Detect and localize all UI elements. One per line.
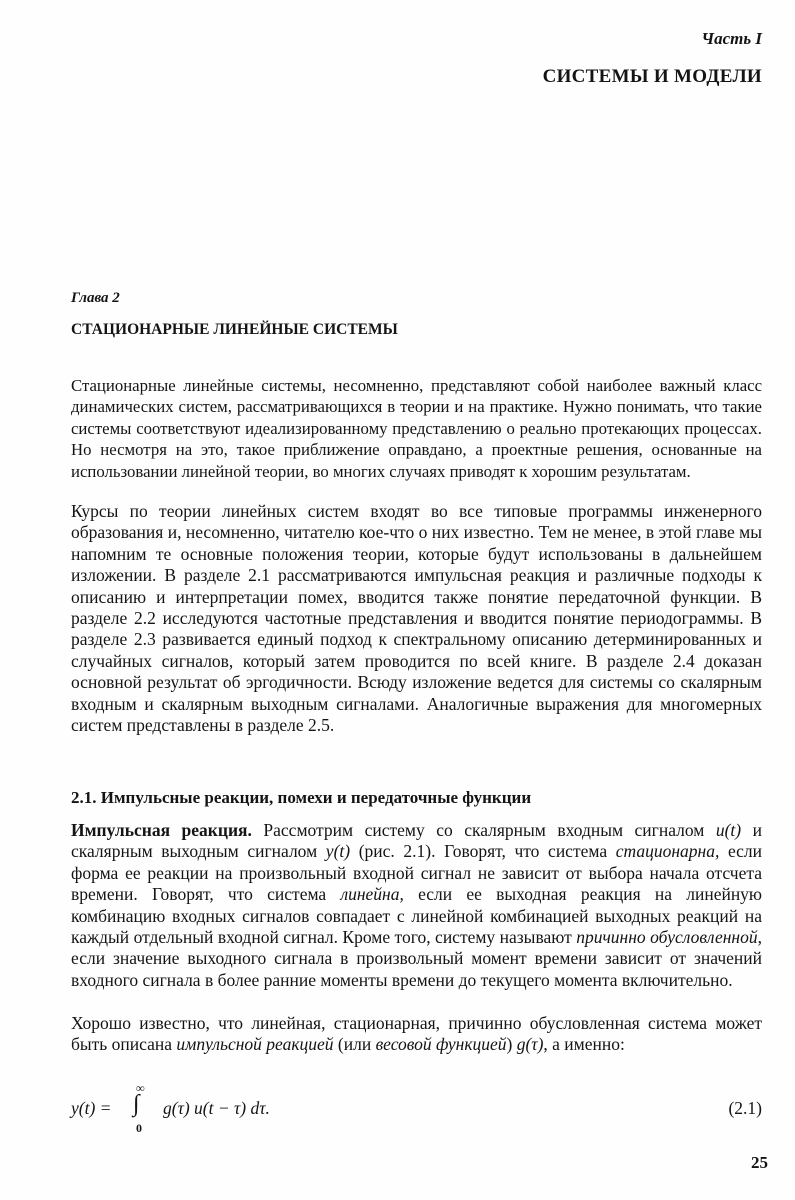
text-run: (рис. 2.1). Говорят, что система bbox=[358, 841, 608, 862]
part-title: СИСТЕМЫ И МОДЕЛИ bbox=[542, 66, 762, 87]
math-u: u(t) bbox=[715, 820, 742, 840]
text-run: (или bbox=[337, 1034, 372, 1055]
chapter-title: СТАЦИОНАРНЫЕ ЛИНЕЙНЫЕ СИСТЕМЫ bbox=[71, 321, 398, 338]
section-paragraph-2 bbox=[71, 1013, 762, 1056]
equation-number: (2.1) bbox=[728, 1098, 762, 1118]
run-in-heading: Импульсная реакция. bbox=[71, 820, 252, 840]
math-g: g(τ) bbox=[516, 1034, 544, 1055]
section-title: 2.1. Импульсные реакции, помехи и передаточные функции bbox=[71, 788, 532, 807]
part-label: Часть I bbox=[701, 29, 762, 48]
text-run: Рассмотрим систему со скалярным входным сигналом bbox=[263, 820, 705, 840]
equation-2-1 bbox=[71, 1081, 762, 1136]
integral-sign: ∫ bbox=[133, 1091, 140, 1117]
intro-paragraph-2 bbox=[71, 501, 762, 736]
term-causal: причинно обусловленной bbox=[576, 927, 758, 948]
section-paragraph-1 bbox=[71, 820, 762, 991]
equation-integrand: g(τ) u(t − τ) dτ. bbox=[163, 1098, 270, 1118]
term-stationary: стационарна, bbox=[615, 841, 720, 862]
text-run: если форма ее реакции на произвольный входной сигнал не зависит от выбора начала отсчета времени. Говорят, что система bbox=[71, 841, 763, 905]
integral-lower-limit: 0 bbox=[136, 1121, 142, 1135]
text-run: Хорошо известно, что линейная, стационарная, причинно обусловленная система может быть описана bbox=[71, 1013, 762, 1055]
term-weight-function: весовой функцией bbox=[375, 1034, 507, 1055]
intro-paragraph-1 bbox=[71, 375, 762, 482]
equation-lhs: y(t) = bbox=[71, 1098, 112, 1118]
intro-paragraph-2-text: Курсы по теории линейных систем входят во все типовые программы инженерного образования и, несомненно, читателю кое-что о них известно. Тем не менее, в этой главе мы напомним те основные положения теории, которые будут использованы в дальнейшем изложении. В разделе 2.1 рассматриваются импульсная реакция и различные подходы к описанию и интерпретации помех, вводится также понятие передаточной функции. В разделе 2.2 исследуются частотные представления и вводится понятие периодограммы. В разделе 2.3 развивается единый подход к спектральному описанию детерминированных и случайных сигналов, который затем проводится по всей книге. В разделе 2.4 доказан основной результат об эргодичности. Всюду изложение ведется для системы со скалярным входным и скалярным выходным сигналами. Аналогичные выражения для многомерных систем представлены в разделе 2.5. bbox=[71, 501, 762, 736]
text-run: , если значение выходного сигнала в произвольный момент времени зависит от значений входного сигнала в более ранние моменты времени до текущего момента включительно. bbox=[71, 927, 762, 990]
math-y: y(t) bbox=[325, 841, 351, 862]
text-run: и скалярным выходным сигналом bbox=[71, 820, 763, 862]
text-run: ) bbox=[506, 1034, 513, 1055]
chapter-label: Глава 2 bbox=[71, 290, 120, 306]
integral-upper-limit: ∞ bbox=[136, 1081, 145, 1095]
intro-paragraph-1-text: Стационарные линейные системы, несомненно, представляют собой наиболее важный класс динамических систем, рассматривающихся в теории и на практике. Нужно понимать, что такие системы соответствуют идеализированному представлению о реально протекающих процессах. Но несмотря на это, такое приближение оправдано, а проектные решения, основанные на использовании линейной теории, во многих случаях приводят к хорошим результатам. bbox=[71, 376, 762, 481]
text-run: , а именно: bbox=[543, 1034, 625, 1055]
text-run: если ее выходная реакция на линейную комбинацию входных сигналов совпадает с линейной комбинацией выходных реакций на каждый отдельный входной сигнал. Кроме того, систему называют bbox=[71, 884, 763, 948]
term-impulse-response: импульсной реакцией bbox=[176, 1034, 334, 1055]
term-linear: линейна, bbox=[340, 884, 404, 905]
page-number: 25 bbox=[751, 1153, 768, 1172]
integral bbox=[130, 1081, 150, 1136]
